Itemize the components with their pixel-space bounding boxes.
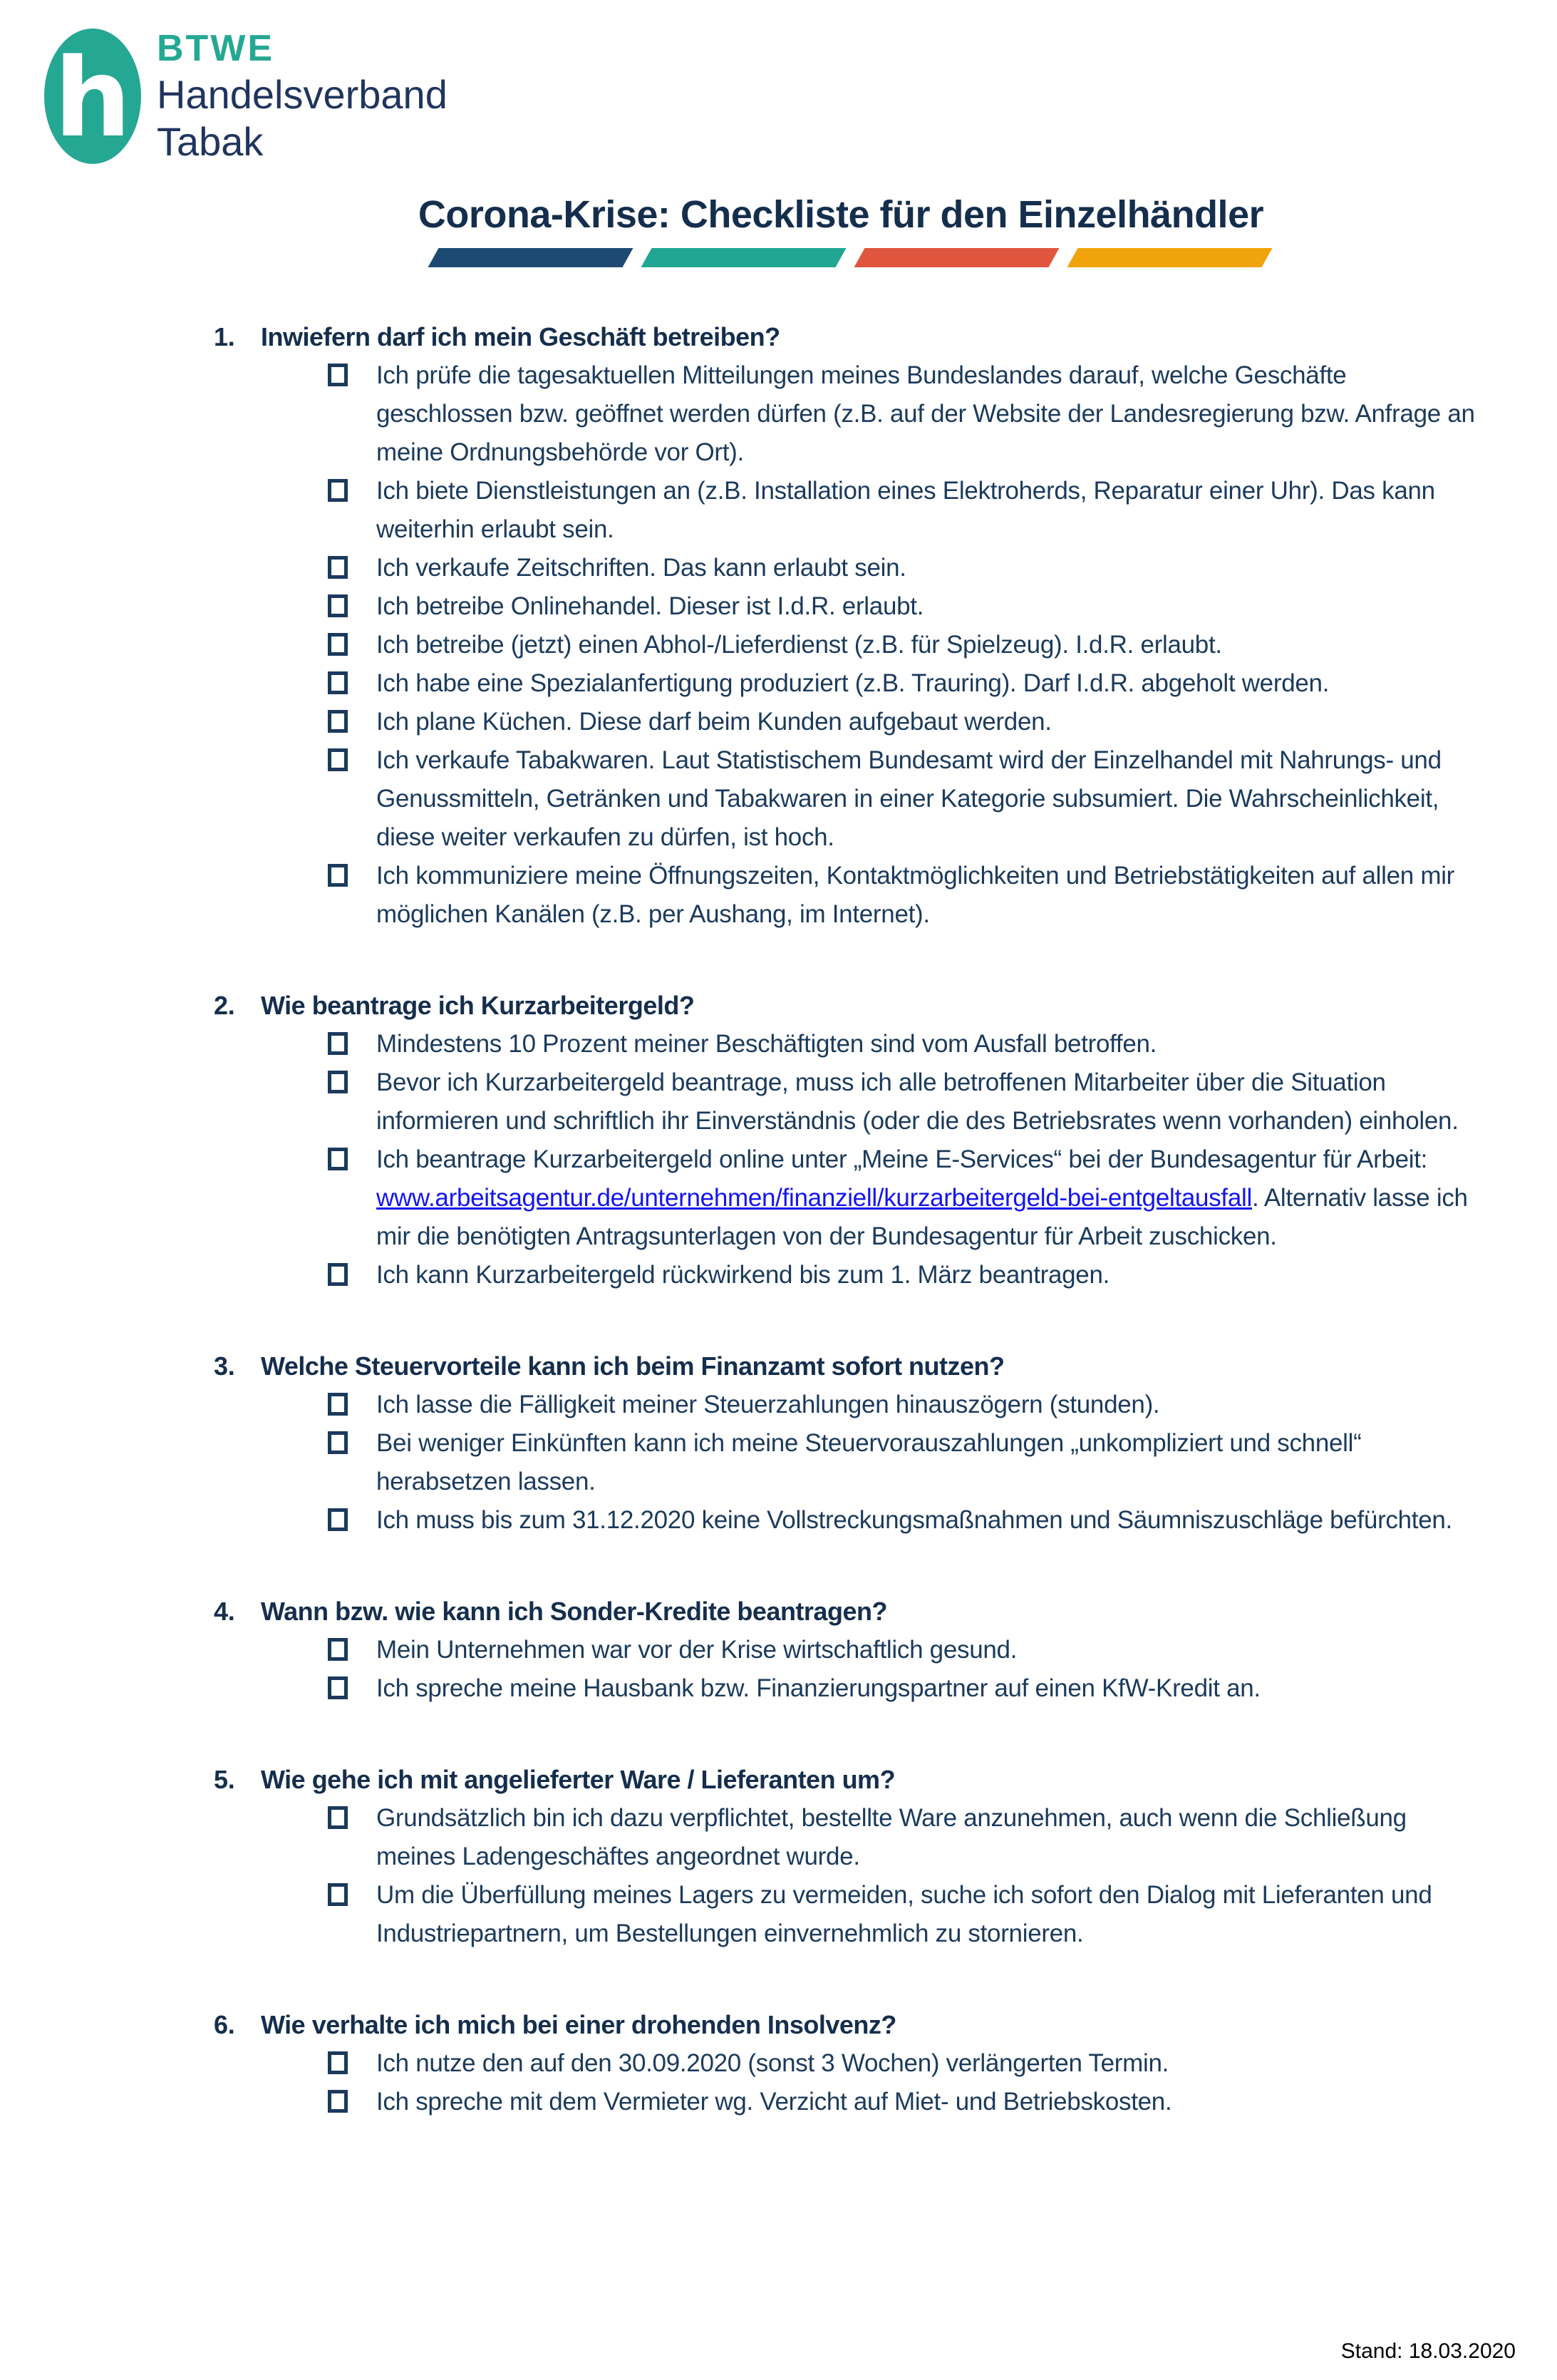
checkbox-icon[interactable] — [328, 479, 348, 502]
checklist-item — [214, 1140, 1482, 1256]
section-ware-lieferanten — [214, 1761, 1482, 1953]
section-number: 6. — [214, 2010, 235, 2039]
checklist-item-text: Ich verkaufe Tabakwaren. Laut Statistischem Bundesamt wird der Einzelhandel mit Nahrungs- und Genussmitteln, Getränken und Tabakwaren in einer Kategorie subsumiert. Die Wahrscheinlichkeit, diese weiter verkaufen zu dürfen, ist hoch. — [376, 746, 1442, 851]
checklist-item — [214, 356, 1482, 472]
checklist-item — [214, 587, 1482, 626]
section-heading — [214, 2006, 1482, 2044]
checkbox-icon[interactable] — [328, 671, 348, 694]
checklist-item-text: Ich betreibe Onlinehandel. Dieser ist I.d.R. erlaubt. — [376, 592, 924, 620]
checklist-item — [214, 1876, 1482, 1953]
checkbox-icon[interactable] — [328, 710, 348, 733]
checklist-item — [214, 703, 1482, 741]
section-heading — [214, 1761, 1482, 1799]
section-sonder-kredite — [214, 1592, 1482, 1708]
checkbox-icon[interactable] — [328, 1676, 348, 1699]
logo — [157, 27, 448, 165]
checklist-item — [214, 2044, 1482, 2083]
checklist-item-text: Bei weniger Einkünften kann ich meine Steuervorauszahlungen „unkompliziert und schnell“ herabsetzen lassen. — [376, 1429, 1362, 1495]
checklist-item — [214, 472, 1482, 549]
section-title: Wann bzw. wie kann ich Sonder-Kredite beantragen? — [261, 1597, 887, 1626]
checkbox-icon[interactable] — [328, 1806, 348, 1829]
checklist-item — [214, 1501, 1482, 1540]
checklist-item — [214, 857, 1482, 934]
checklist-item — [214, 1063, 1482, 1140]
section-items — [214, 2044, 1482, 2121]
checkbox-icon[interactable] — [328, 1032, 348, 1055]
checkbox-icon[interactable] — [328, 1431, 348, 1454]
checklist-item — [214, 1256, 1482, 1294]
checkbox-icon[interactable] — [328, 748, 348, 771]
section-items — [214, 356, 1482, 934]
checklist-item-text: Ich betreibe (jetzt) einen Abhol-/Lieferdienst (z.B. für Spielzeug). I.d.R. erlaubt. — [376, 631, 1222, 659]
checklist-item — [214, 1799, 1482, 1876]
checklist-item-text: Um die Überfüllung meines Lagers zu vermeiden, suche ich sofort den Dialog mit Lieferanten und Industriepartnern, um Bestellungen einvernehmlich zu stornieren. — [376, 1881, 1432, 1947]
section-heading — [214, 986, 1482, 1025]
section-number: 3. — [214, 1351, 235, 1381]
checklist-item-text: Ich biete Dienstleistungen an (z.B. Installation eines Elektroherds, Reparatur einer Uhr). Das kann weiterhin erlaubt sein. — [376, 477, 1435, 543]
accent-bar-teal — [641, 248, 847, 267]
checklist-item-text: Ich muss bis zum 31.12.2020 keine Vollstreckungsmaßnahmen und Säumniszuschläge befürchten. — [376, 1506, 1452, 1534]
checklist-item — [214, 1631, 1482, 1669]
checklist-item — [214, 549, 1482, 587]
checklist-item-text: Ich kommuniziere meine Öffnungszeiten, Kontaktmöglichkeiten und Betriebstätigkeiten auf allen mir möglichen Kanälen (z.B. per Aushang, im Internet). — [376, 862, 1455, 928]
checklist-item — [214, 1424, 1482, 1501]
section-items — [214, 1799, 1482, 1953]
checkbox-icon[interactable] — [328, 1071, 348, 1093]
logo-division-text: Tabak — [157, 119, 264, 164]
section-title: Welche Steuervorteile kann ich beim Finanzamt sofort nutzen? — [261, 1351, 1005, 1381]
checklist-item-text: Ich habe eine Spezialanfertigung produziert (z.B. Trauring). Darf I.d.R. abgeholt werden. — [376, 669, 1330, 697]
section-heading — [214, 318, 1482, 356]
section-number: 5. — [214, 1765, 235, 1794]
checklist-item-text: Mein Unternehmen war vor der Krise wirtschaftlich gesund. — [376, 1636, 1018, 1664]
section-number: 4. — [214, 1597, 235, 1626]
section-geschaeft-betreiben — [214, 318, 1482, 934]
section-insolvenz — [214, 2006, 1482, 2121]
page-title: Corona-Krise: Checkliste für den Einzelhändler — [418, 193, 1264, 236]
item-text-after-link: . Alternativ lasse ich mir die benötigten Antragsunterlagen von der Bundesagentur für Arbeit zuschicken. — [376, 1184, 1468, 1250]
checklist-item — [214, 664, 1482, 703]
checklist-content — [214, 318, 1482, 2121]
title-accent-bars — [433, 248, 1267, 267]
checkbox-icon[interactable] — [328, 1263, 348, 1286]
section-title: Wie gehe ich mit angelieferter Ware / Lieferanten um? — [261, 1765, 896, 1794]
document-date-stamp: Stand: 18.03.2020 — [1340, 2339, 1516, 2363]
accent-bar-red — [854, 248, 1060, 267]
checkbox-icon[interactable] — [328, 364, 348, 386]
checkbox-icon[interactable] — [328, 1148, 348, 1170]
checklist-item — [214, 626, 1482, 664]
checkbox-icon[interactable] — [328, 1883, 348, 1906]
checklist-item-text: Bevor ich Kurzarbeitergeld beantrage, muss ich alle betroffenen Mitarbeiter über die Situation informieren und schriftlich ihr Einverständnis (oder die des Betriebsrates wenn vorhanden) einholen. — [376, 1068, 1459, 1135]
checkbox-icon[interactable] — [328, 556, 348, 579]
logo-letter: h — [53, 35, 132, 161]
checklist-item — [214, 1025, 1482, 1063]
logo-brand-text: BTWE — [157, 28, 275, 69]
section-items — [214, 1386, 1482, 1540]
item-text-before-link: Ich beantrage Kurzarbeitergeld online unter „Meine E-Services“ bei der Bundesagentur für Arbeit: — [376, 1145, 1428, 1173]
section-number: 2. — [214, 991, 235, 1020]
checklist-item-text: Ich spreche mit dem Vermieter wg. Verzicht auf Miet- und Betriebskosten. — [376, 2088, 1172, 2116]
arbeitsagentur-link[interactable]: www.arbeitsagentur.de/unternehmen/finanziell/kurzarbeitergeld-bei-entgeltausfall — [376, 1184, 1252, 1212]
checklist-item-text: Ich prüfe die tagesaktuellen Mitteilungen meines Bundeslandes darauf, welche Geschäfte geschlossen bzw. geöffnet werden dürfen (z.B. auf der Website der Landesregierung bzw. Anfrage an meine Ordnungsbehörde vor Ort). — [376, 361, 1475, 466]
checklist-item — [214, 1386, 1482, 1424]
checklist-item — [214, 2083, 1482, 2121]
checklist-item-text: Ich spreche meine Hausbank bzw. Finanzierungspartner auf einen KfW-Kredit an. — [376, 1674, 1261, 1702]
section-title: Wie beantrage ich Kurzarbeitergeld? — [261, 991, 695, 1020]
section-title: Wie verhalte ich mich bei einer drohenden Insolvenz? — [261, 2010, 896, 2039]
checkbox-icon[interactable] — [328, 633, 348, 656]
checkbox-icon[interactable] — [328, 594, 348, 617]
section-items — [214, 1631, 1482, 1708]
checkbox-icon[interactable] — [328, 1638, 348, 1661]
checklist-item-text: Ich nutze den auf den 30.09.2020 (sonst 3 Wochen) verlängerten Termin. — [376, 2049, 1169, 2077]
checkbox-icon[interactable] — [328, 1508, 348, 1531]
checkbox-icon[interactable] — [328, 2090, 348, 2113]
section-kurzarbeitergeld — [214, 986, 1482, 1294]
logo-h-icon — [44, 29, 141, 164]
checkbox-icon[interactable] — [328, 2051, 348, 2074]
checklist-item — [214, 741, 1482, 857]
section-title: Inwiefern darf ich mein Geschäft betreiben? — [261, 322, 780, 351]
section-heading — [214, 1347, 1482, 1386]
checklist-item-text: Ich plane Küchen. Diese darf beim Kunden aufgebaut werden. — [376, 708, 1052, 736]
checklist-item — [214, 1669, 1482, 1708]
section-heading — [214, 1592, 1482, 1631]
section-number: 1. — [214, 322, 235, 351]
section-items — [214, 1025, 1482, 1294]
checkbox-icon[interactable] — [328, 864, 348, 887]
checklist-item-text: Mindestens 10 Prozent meiner Beschäftigten sind vom Ausfall betroffen. — [376, 1030, 1157, 1058]
checkbox-icon[interactable] — [328, 1393, 348, 1416]
checklist-item-text: Ich lasse die Fälligkeit meiner Steuerzahlungen hinauszögern (stunden). — [376, 1391, 1160, 1418]
checklist-item-text: Ich verkaufe Zeitschriften. Das kann erlaubt sein. — [376, 554, 906, 582]
accent-bar-navy — [428, 248, 633, 267]
checklist-item-text: Ich kann Kurzarbeitergeld rückwirkend bis zum 1. März beantragen. — [376, 1261, 1110, 1289]
accent-bar-yellow — [1067, 248, 1273, 267]
logo-org-text: Handelsverband — [157, 72, 448, 117]
section-steuervorteile — [214, 1347, 1482, 1540]
checklist-item-text: Grundsätzlich bin ich dazu verpflichtet, bestellte Ware anzunehmen, auch wenn die Schließung meines Ladengeschäftes angeordnet wurde. — [376, 1804, 1407, 1870]
checklist-item-text — [376, 1140, 1482, 1256]
